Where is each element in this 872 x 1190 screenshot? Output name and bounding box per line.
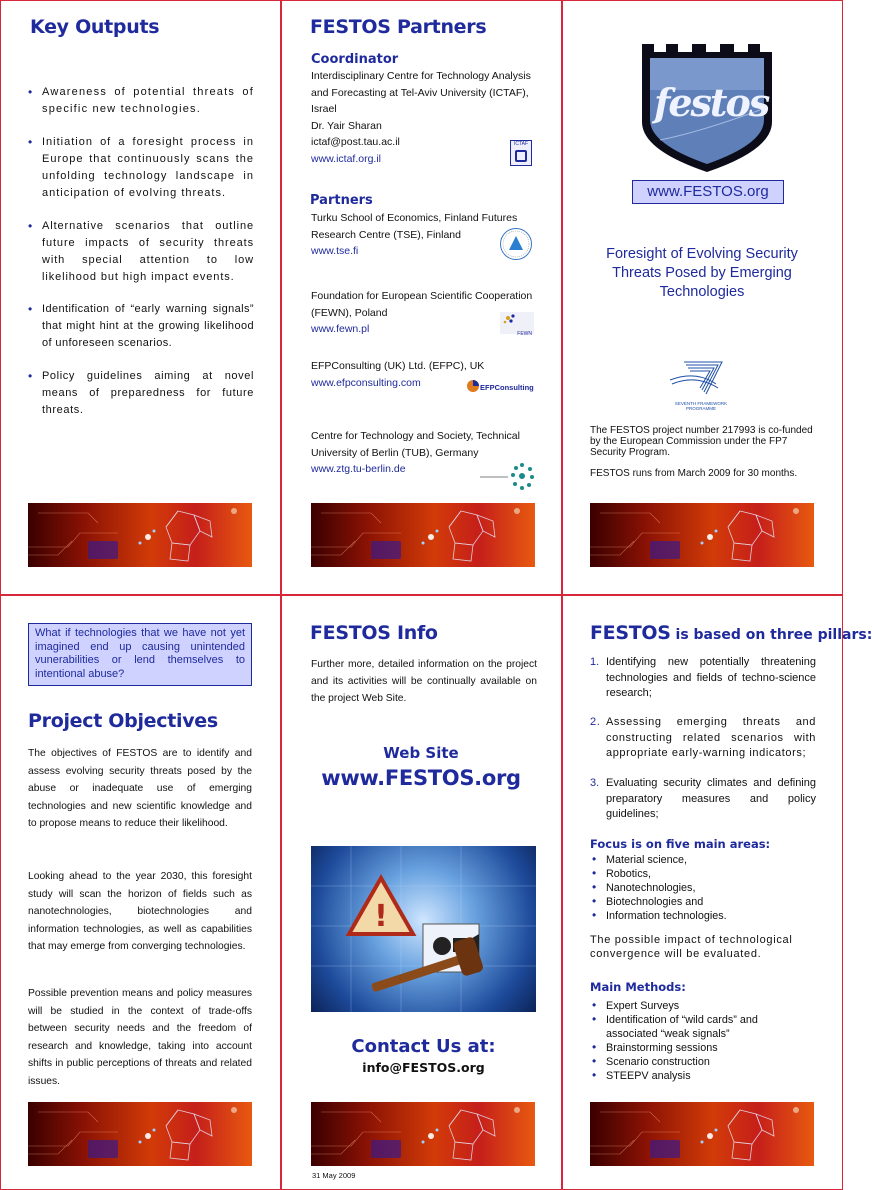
ictaf-logo: ICTAF [510, 140, 532, 166]
coordinator-contact: Dr. Yair Sharan [311, 119, 382, 132]
pillars-heading: FESTOS is based on three pillars: [590, 622, 872, 644]
decorative-tech-banner [28, 1102, 252, 1166]
focus-heading: Focus is on five main areas: [590, 837, 771, 851]
decorative-tech-banner [311, 503, 535, 567]
coordinator-url-link[interactable]: www.ictaf.org.il [311, 152, 382, 165]
project-duration: FESTOS runs from March 2009 for 30 months. [590, 468, 798, 479]
decorative-tech-banner [28, 503, 252, 567]
focus-item: • Information technologies. [592, 908, 727, 922]
question-box: What if technologies that we have not yet imagined end up causing unintended vunerabilities or lend themselves to intentional abuse? [28, 623, 252, 686]
key-output-item: • Policy guidelines aiming at novel means of preparedness for future threats. [28, 369, 254, 416]
key-outputs-heading: Key Outputs [30, 16, 160, 38]
coordinator-line: and Forecasting at Tel-Aviv University (ICTAF), [311, 86, 529, 99]
partners-page-heading: FESTOS Partners [310, 16, 487, 38]
objectives-paragraph: The objectives of FESTOS are to identify and assess evolving security threats posed by the abuse or inadequate use of emerging technologies and new scientific knowledge and to propose means to reduce their likelihood. [28, 748, 252, 829]
method-item: • Identification of “wild cards” and associated “weak signals” [592, 1012, 758, 1040]
method-item: • Scenario construction [592, 1054, 710, 1068]
key-output-item: • Identification of “early warning signals” that might hint at the growing likelihood of unforeseen scenarios. [28, 302, 254, 349]
fewn-logo: FEWN [500, 312, 534, 334]
partner-tse: Turku School of Economics, Finland Futures Research Centre (TSE), Finland www.tse.fi [311, 210, 543, 260]
tse-logo [500, 228, 532, 260]
key-output-item: • Alternative scenarios that outline future impacts of security threats with special attention to low likelihood but high impact events. [28, 219, 254, 283]
method-item: • STEEPV analysis [592, 1068, 691, 1082]
objectives-heading: Project Objectives [28, 710, 218, 732]
focus-item: • Nanotechnologies, [592, 880, 696, 894]
decorative-tech-banner [590, 1102, 814, 1166]
partners-heading: Partners [310, 193, 373, 208]
cover-url-box[interactable]: www.FESTOS.org [632, 180, 784, 204]
festos-logo-text: festos [654, 80, 769, 125]
tub-url-link[interactable]: www.ztg.tu-berlin.de [311, 463, 406, 475]
method-item: • Brainstorming sessions [592, 1040, 718, 1054]
cover-title: Foresight of Evolving Security Threats Posed by Emerging Technologies [606, 246, 798, 300]
coordinator-line: Israel [311, 103, 337, 115]
security-illustration [311, 846, 536, 1012]
coordinator-email[interactable]: ictaf@post.tau.ac.il [311, 136, 400, 148]
focus-list [592, 853, 812, 923]
fp7-logo: SEVENTH FRAMEWORK PROGRAMME [666, 360, 736, 408]
web-site-label: Web Site [383, 744, 459, 762]
convergence-note: The possible impact of technological convergence will be evaluated. [590, 934, 793, 960]
contact-label: Contact Us at: [351, 1036, 496, 1057]
partner-efpc: EFPConsulting (UK) Ltd. (EFPC), UK www.efpconsulting.com [311, 358, 543, 391]
coordinator-heading: Coordinator [311, 52, 399, 67]
issue-date: 31 May 2009 [312, 1171, 356, 1180]
focus-item: • Material science, [592, 852, 688, 866]
pillar-item: 1. Identifying new potentially threatening technologies and fields of techno-science research; [590, 656, 816, 699]
info-intro: Further more, detailed information on the project and its activities will be continually available on the project Web Site. [311, 659, 537, 704]
decorative-tech-banner [590, 503, 814, 567]
methods-list [592, 999, 812, 1083]
web-site-url-link[interactable]: www.FESTOS.org [321, 766, 521, 790]
methods-heading: Main Methods: [590, 980, 686, 994]
pillar-item: 2. Assessing emerging threats and constructing related scenarios with appropriate early-warning indicators; [590, 716, 816, 759]
info-heading: FESTOS Info [310, 622, 438, 644]
fewn-url-link[interactable]: www.fewn.pl [311, 323, 370, 335]
objectives-paragraph: Possible prevention means and policy measures will be studied in the context of trade-offs between security needs and the freedom of research and knowledge, taking into account shifts in public perceptions of threats and related issues. [28, 988, 252, 1087]
key-output-item: • Awareness of potential threats of specific new technologies. [28, 85, 254, 115]
partner-fewn: Foundation for European Scientific Cooperation (FEWN), Poland www.fewn.pl [311, 288, 543, 338]
focus-item: • Biotechnologies and [592, 894, 704, 908]
partner-tub: Centre for Technology and Society, Technical University of Berlin (TUB), Germany www.ztg.tu-berlin.de [311, 428, 543, 478]
coordinator-line: Interdisciplinary Centre for Technology Analysis [311, 70, 531, 82]
tub-logo [480, 460, 536, 492]
objectives-paragraph: Looking ahead to the year 2030, this foresight study will scan the horizon of fields such as nanotechnologies, biotechnologies and information technologies, as well as capabilities that may emerge from converging technologies. [28, 871, 252, 952]
efpc-url-link[interactable]: www.efpconsulting.com [311, 376, 421, 389]
festos-shield-logo [640, 40, 774, 174]
coordinator-block [311, 68, 541, 167]
contact-email-link[interactable]: info@FESTOS.org [362, 1060, 485, 1075]
decorative-tech-banner [311, 1102, 535, 1166]
tse-url-link[interactable]: www.tse.fi [311, 245, 359, 257]
efpc-logo: EFPConsulting [466, 376, 536, 400]
funding-note: The FESTOS project number 217993 is co-funded by the European Commission under the FP7 Security Program. [590, 425, 813, 458]
method-item: • Expert Surveys [592, 998, 680, 1012]
svg-text:!: ! [374, 899, 388, 934]
key-output-item: • Initiation of a foresight process in Europe that continuously scans the unfolding technology landscape in anticipation of evolving threats. [28, 135, 254, 199]
focus-item: • Robotics, [592, 866, 652, 880]
pillar-item: 3. Evaluating security climates and defining preparatory measures and policy guidelines; [590, 777, 816, 820]
